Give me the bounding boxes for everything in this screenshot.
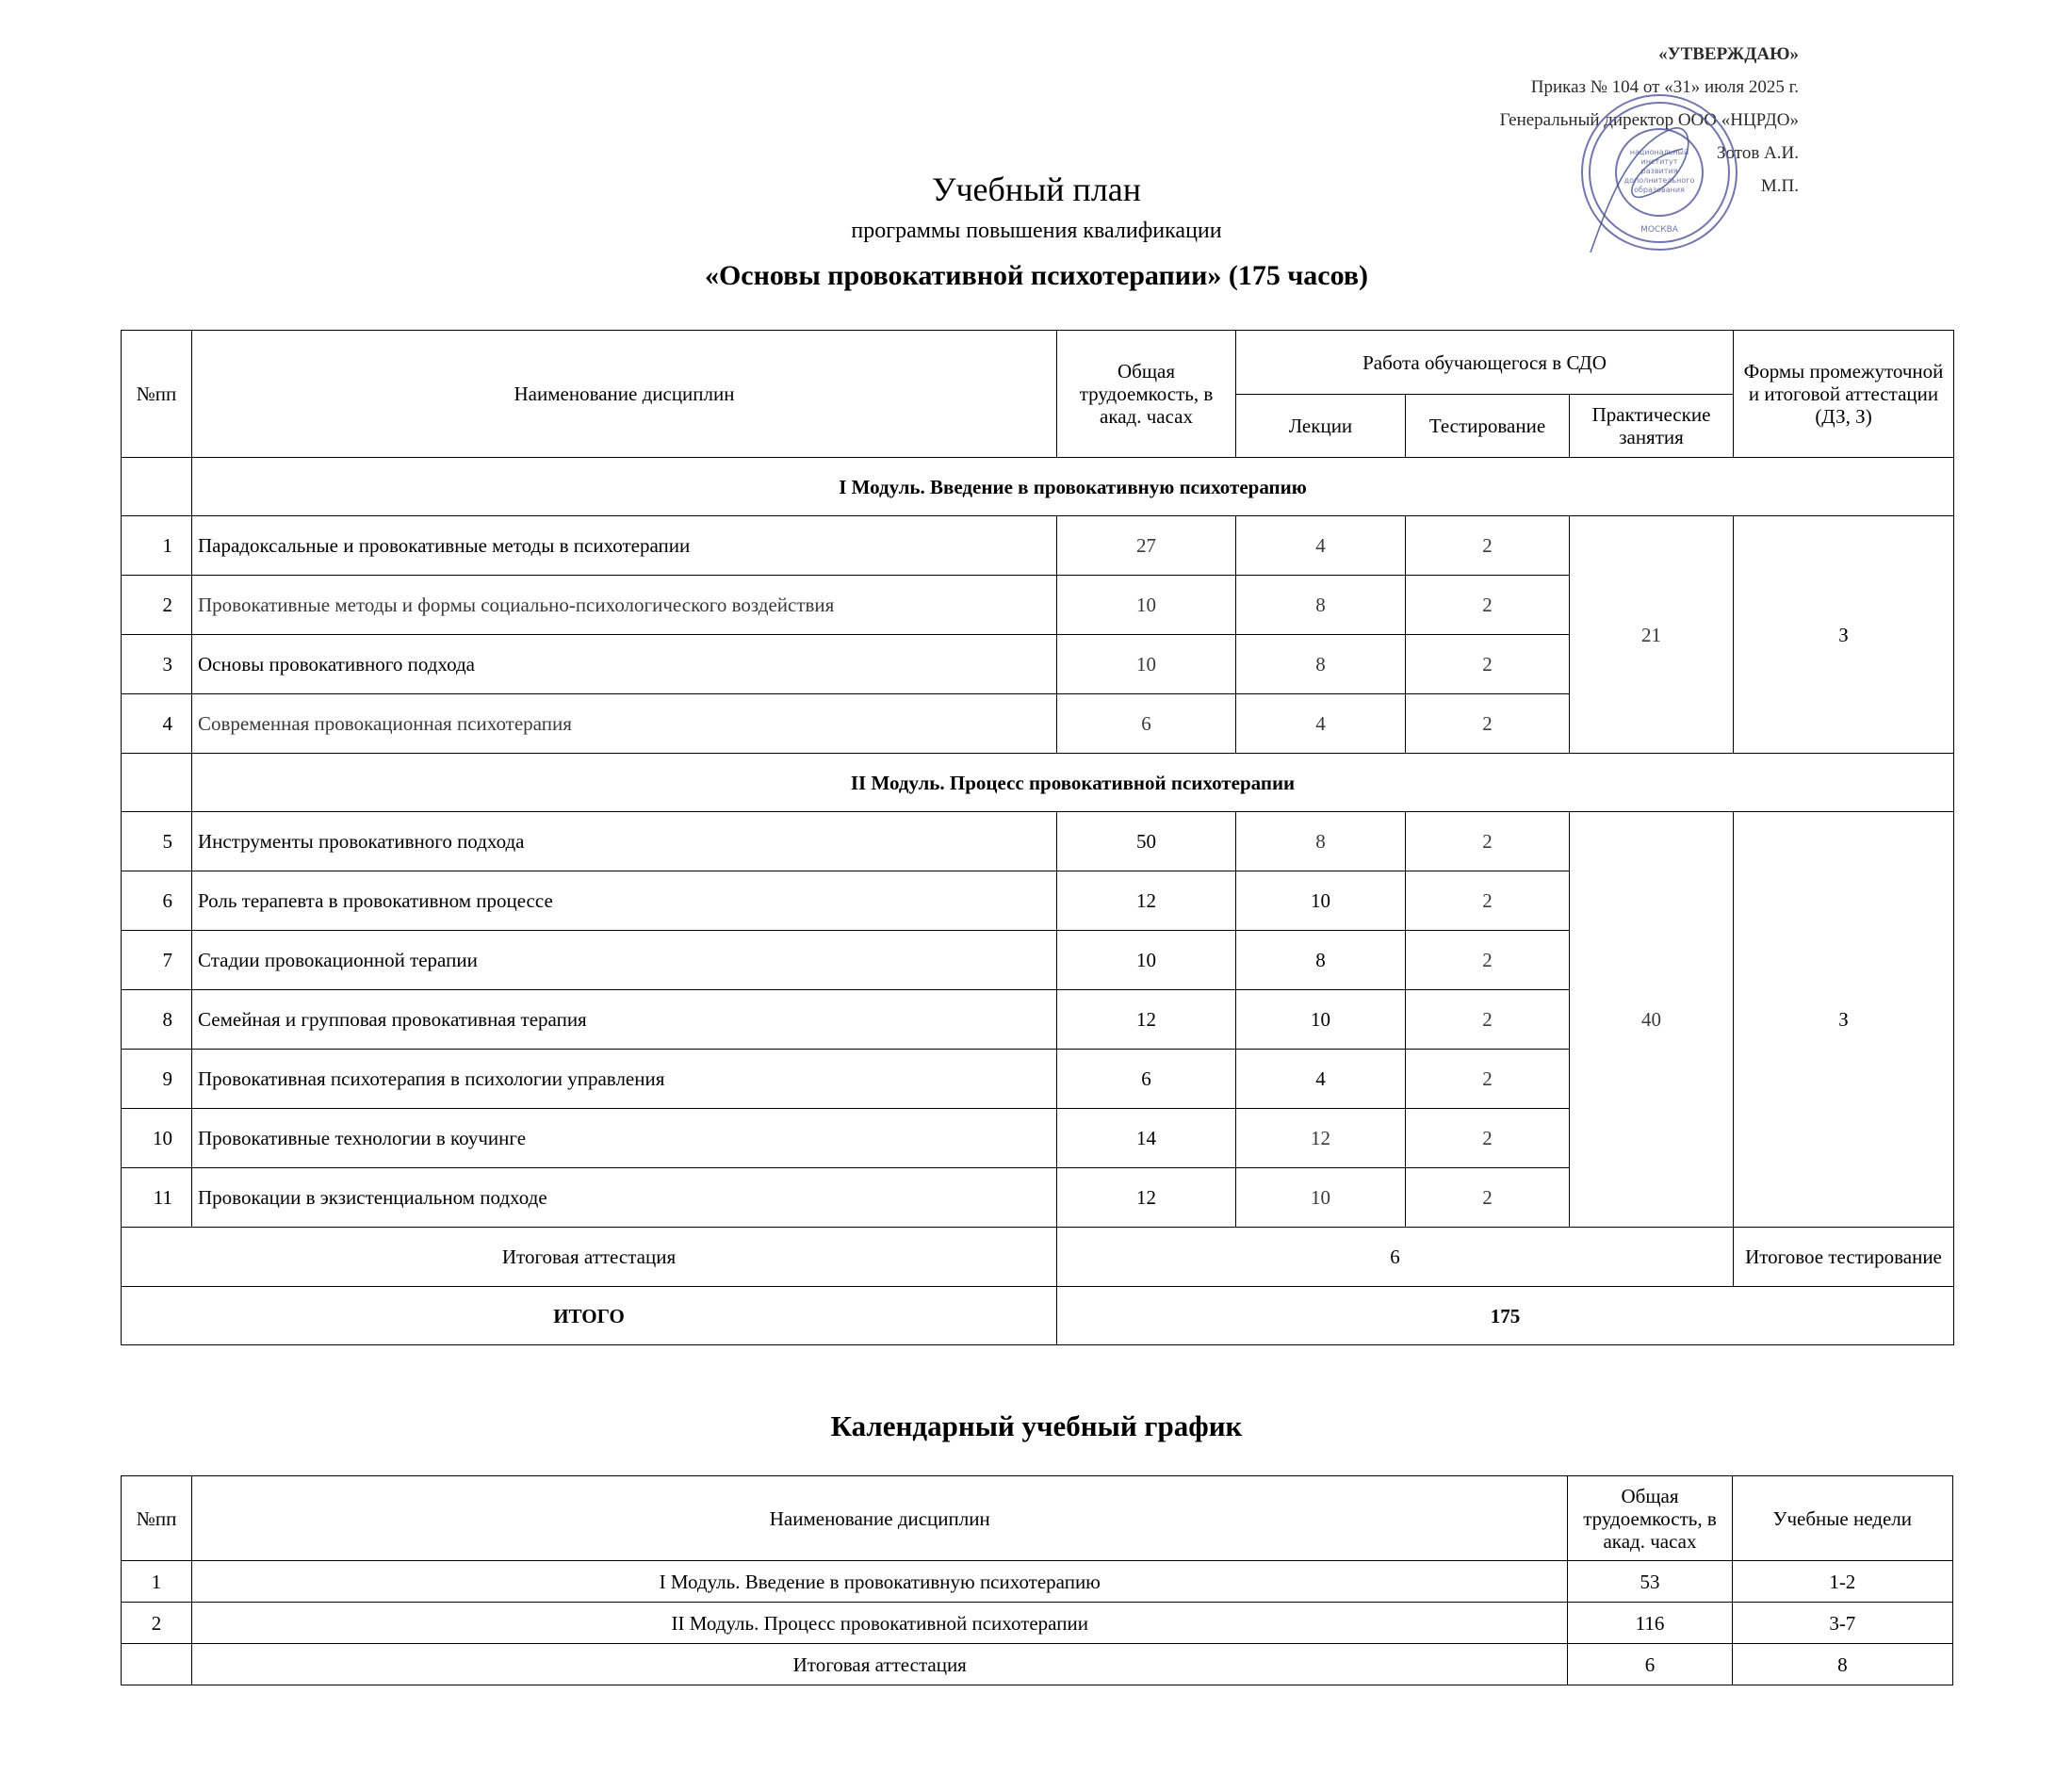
table-row: 8 Семейная и групповая провокативная терапия 12 10 2 xyxy=(122,990,1954,1050)
module-row xyxy=(122,458,1954,516)
cal-header-name: Наименование дисциплин xyxy=(192,1476,1568,1561)
svg-text:национальный: национальный xyxy=(1629,148,1689,156)
table-row: Итоговая аттестация 6 8 xyxy=(122,1644,1953,1685)
final-attestation-row xyxy=(122,1228,1954,1287)
table-row: 11 Провокации в экзистенциальном подходе 12 10 2 xyxy=(122,1168,1954,1228)
module-form: З xyxy=(1734,516,1954,754)
approval-position: Генеральный директор ООО «НЦРДО» xyxy=(1499,110,1799,130)
cal-header-num: №пп xyxy=(122,1476,192,1561)
header-work: Работа обучающегося в СДО xyxy=(1236,331,1734,395)
module-title: I Модуль. Введение в провокативную психотерапию xyxy=(192,458,1954,516)
header-num: №пп xyxy=(122,331,192,458)
table-row: 1 Парадоксальные и провокативные методы в психотерапии 27 4 2 21 З xyxy=(122,516,1954,576)
svg-text:институт: институт xyxy=(1640,157,1678,166)
table-row: 2 II Модуль. Процесс провокативной психотерапии 116 3-7 xyxy=(122,1603,1953,1644)
approval-heading: «УТВЕРЖДАЮ» xyxy=(1658,44,1799,64)
header-forms: Формы промежуточной и итоговой аттестации (ДЗ, З) xyxy=(1734,331,1954,458)
svg-text:МОСКВА: МОСКВА xyxy=(1640,225,1678,235)
table-row: 9 Провокативная психотерапия в психологии управления 6 4 2 xyxy=(122,1050,1954,1109)
program-title: «Основы провокативной психотерапии» (175 часов) xyxy=(704,260,1369,291)
cal-header-weeks: Учебные недели xyxy=(1732,1476,1952,1561)
header-practice: Практические занятия xyxy=(1570,395,1734,458)
header-row xyxy=(122,1476,1953,1561)
final-form: Итоговое тестирование xyxy=(1734,1228,1954,1287)
document-title: Учебный план xyxy=(931,171,1142,208)
calendar-title: Календарный учебный график xyxy=(830,1409,1243,1442)
table-row: 4 Современная провокационная психотерапия 6 4 2 xyxy=(122,694,1954,754)
document-subtitle: программы повышения квалификации xyxy=(851,219,1222,243)
seal-stamp xyxy=(1579,92,1739,252)
approval-signer: Зотов А.И. xyxy=(1717,143,1799,163)
module-form: З xyxy=(1734,812,1954,1228)
svg-text:образования: образования xyxy=(1634,186,1685,194)
table-row: 6 Роль терапевта в провокативном процессе 12 10 2 xyxy=(122,871,1954,931)
header-row xyxy=(122,331,1954,395)
table-row: 3 Основы провокативного подхода 10 8 2 xyxy=(122,635,1954,694)
header-total: Общая трудоемкость, в акад. часах xyxy=(1057,331,1236,458)
curriculum-table xyxy=(121,330,1954,1345)
table-row: 7 Стадии провокационной терапии 10 8 2 xyxy=(122,931,1954,990)
final-hours: 6 xyxy=(1057,1228,1734,1287)
module-title: II Модуль. Процесс провокативной психотерапии xyxy=(192,754,1954,812)
svg-text:дополнительного: дополнительного xyxy=(1623,176,1695,185)
module-practice: 21 xyxy=(1570,516,1734,754)
header-lectures: Лекции xyxy=(1236,395,1406,458)
final-label: Итоговая аттестация xyxy=(122,1228,1057,1287)
table-row: 2 Провокативные методы и формы социально-психологического воздействия 10 8 2 xyxy=(122,576,1954,635)
approval-order: Приказ № 104 от «31» июля 2025 г. xyxy=(1530,77,1799,97)
table-row: 5 Инструменты провокативного подхода 50 8 2 40 З xyxy=(122,812,1954,871)
cal-header-total: Общая трудоемкость, в акад. часах xyxy=(1568,1476,1732,1561)
total-label: ИТОГО xyxy=(122,1287,1057,1345)
total-hours: 175 xyxy=(1057,1287,1954,1345)
module-row xyxy=(122,754,1954,812)
svg-text:развития: развития xyxy=(1640,167,1678,175)
calendar-table xyxy=(121,1475,1953,1685)
table-row: 1 I Модуль. Введение в провокативную психотерапию 53 1-2 xyxy=(122,1561,1953,1603)
header-name: Наименование дисциплин xyxy=(192,331,1057,458)
approval-stamp-place: М.П. xyxy=(1760,176,1799,196)
header-testing: Тестирование xyxy=(1406,395,1570,458)
table-row: 10 Провокативные технологии в коучинге 14 12 2 xyxy=(122,1109,1954,1168)
total-row xyxy=(122,1287,1954,1345)
module-practice: 40 xyxy=(1570,812,1734,1228)
